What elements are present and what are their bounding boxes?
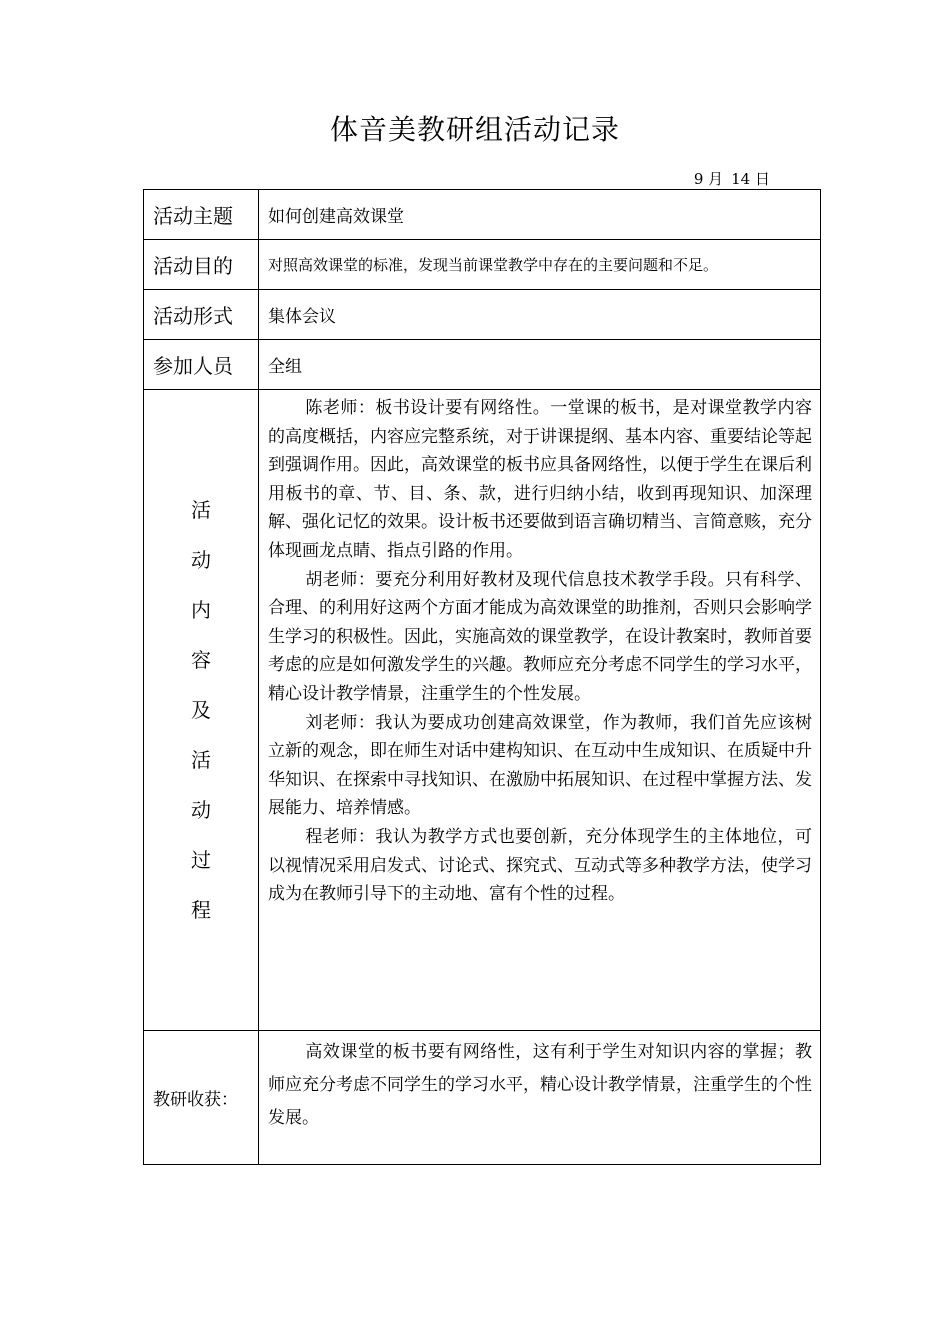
date-day: 14 日 [731,170,770,188]
content-label-char: 及 [191,698,211,722]
content-row [144,390,821,1031]
form-row [144,290,821,340]
page-title: 体音美教研组活动记录 [329,113,620,146]
content-label-char: 程 [191,898,211,922]
theme-row [144,190,821,240]
purpose-label: 活动目的 [144,240,259,290]
purpose-value: 对照高效课堂的标准，发现当前课堂教学中存在的主要问题和不足。 [259,240,821,290]
theme-value: 如何创建高效课堂 [259,190,821,240]
content-label-char: 动 [191,798,211,822]
content-label-char: 动 [191,548,211,572]
record-date [600,168,770,189]
content-paragraph-chen: 陈老师：板书设计要有网络性。一堂课的板书，是对课堂教学内容的高度概括，内容应完整系统，对于讲课提纲、基本内容、重要结论等起到强调作用。因此，高效课堂的板书应具备网络性，以便于学生在课后利用板书的章、节、目、条、款，进行归纳小结，收到再现知识、加深理解、强化记忆的效果。设计板书还要做到语言确切精当、言简意赅，充分体现画龙点睛、指点引路的作用。 [268,398,812,561]
content-label-char: 活 [191,748,211,772]
content-paragraph-cheng: 程老师：我认为教学方式也要创新，充分体现学生的主体地位，可以视情况采用启发式、讨论式、探究式、互动式等多种教学方法，使学习成为在教师引导下的主动地、富有个性的过程。 [268,826,812,905]
content-paragraph-liu: 刘老师：我认为要成功创建高效课堂，作为教师，我们首先应该树立新的观念，即在师生对话中建构知识、在互动中生成知识、在质疑中升华知识、在探索中寻找知识、在激励中拓展知识、在过程中掌握方法、发展能力、培养情感。 [268,712,812,819]
harvest-text: 高效课堂的板书要有网络性，这有利于学生对知识内容的掌握；教师应充分考虑不同学生的学习水平，精心设计教学情景，注重学生的个性发展。 [268,1042,812,1128]
participants-label: 参加人员 [144,340,259,390]
content-label-char: 过 [191,848,211,872]
purpose-row [144,240,821,290]
content-label [144,390,259,1031]
theme-label: 活动主题 [144,190,259,240]
date-month: 9 月 [693,170,724,188]
content-label-char: 活 [191,498,211,522]
participants-row [144,340,821,390]
content-label-char: 容 [191,648,211,672]
content-body [259,390,821,1031]
harvest-row [144,1031,821,1165]
participants-value: 全组 [259,340,821,390]
activity-record-table [143,189,821,1165]
content-label-char: 内 [191,598,211,622]
form-label: 活动形式 [144,290,259,340]
harvest-body [259,1031,821,1165]
harvest-label: 教研收获： [144,1031,259,1165]
form-value: 集体会议 [259,290,821,340]
content-paragraph-hu: 胡老师：要充分利用好教材及现代信息技术教学手段。只有科学、合理、的利用好这两个方面才能成为高效课堂的助推剂，否则只会影响学生学习的积极性。因此，实施高效的课堂教学，在设计教案时，教师首要考虑的应是如何激发学生的兴趣。教师应充分考虑不同学生的学习水平，精心设计教学情景，注重学生的个性发展。 [268,569,812,704]
